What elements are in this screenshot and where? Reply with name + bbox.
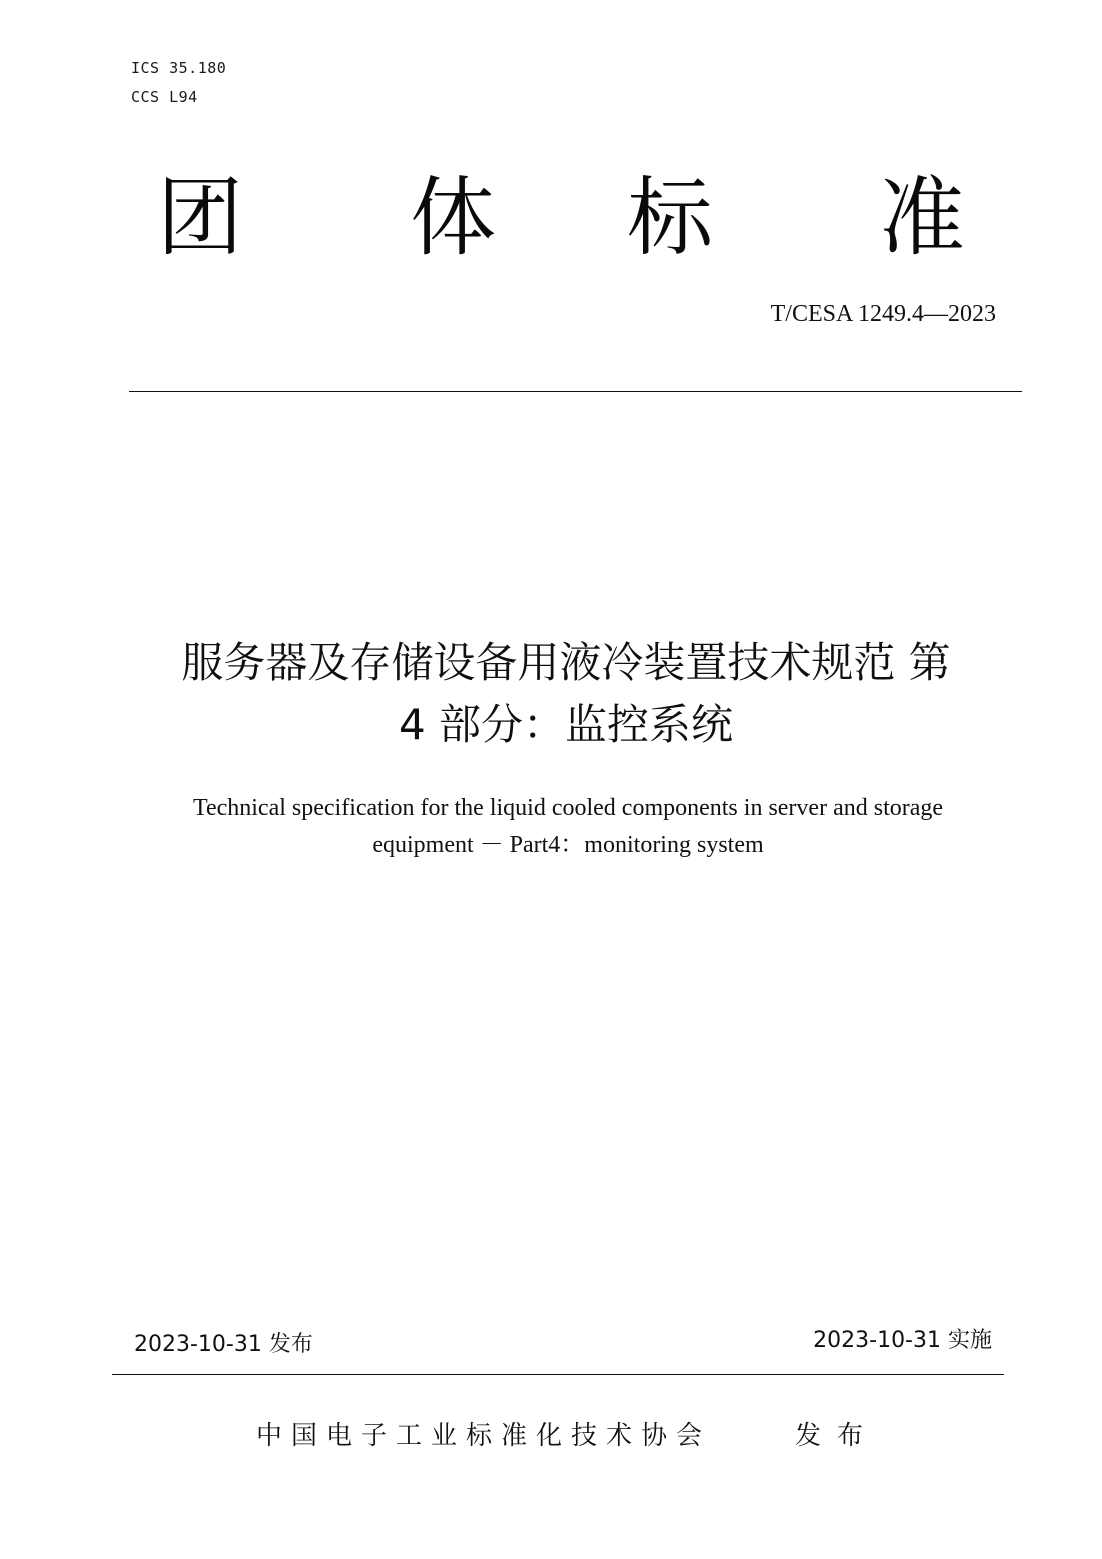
footer-divider [112, 1374, 1004, 1375]
implementation-date: 2023-10-31 实施 [813, 1328, 992, 1353]
document-type-char: 团 [157, 168, 243, 268]
document-type-char: 体 [410, 168, 496, 268]
document-type-char: 标 [627, 168, 713, 268]
standard-number: T/CESA 1249.4—2023 [770, 301, 996, 327]
english-title-line-2: equipment － Part4：monitoring system [372, 832, 764, 858]
publish-label: 发布 [795, 1421, 880, 1451]
publisher-name: 中国电子工业标准化技术协会 [256, 1421, 712, 1451]
document-type-char: 准 [879, 168, 965, 268]
header-divider [129, 391, 1022, 392]
chinese-title-line-1: 服务器及存储设备用液冷装置技术规范 第 [181, 638, 951, 687]
chinese-title-line-2: 4 部分：监控系统 [398, 700, 734, 749]
english-title-line-1: Technical specification for the liquid cooled components in server and storage [192, 795, 944, 821]
issue-date: 2023-10-31 发布 [134, 1332, 313, 1357]
ccs-code: CCS L94 [131, 88, 198, 106]
ics-code: ICS 35.180 [131, 59, 227, 77]
document-type-heading [120, 168, 1000, 278]
chinese-title [90, 632, 1042, 756]
english-title [80, 790, 1056, 864]
